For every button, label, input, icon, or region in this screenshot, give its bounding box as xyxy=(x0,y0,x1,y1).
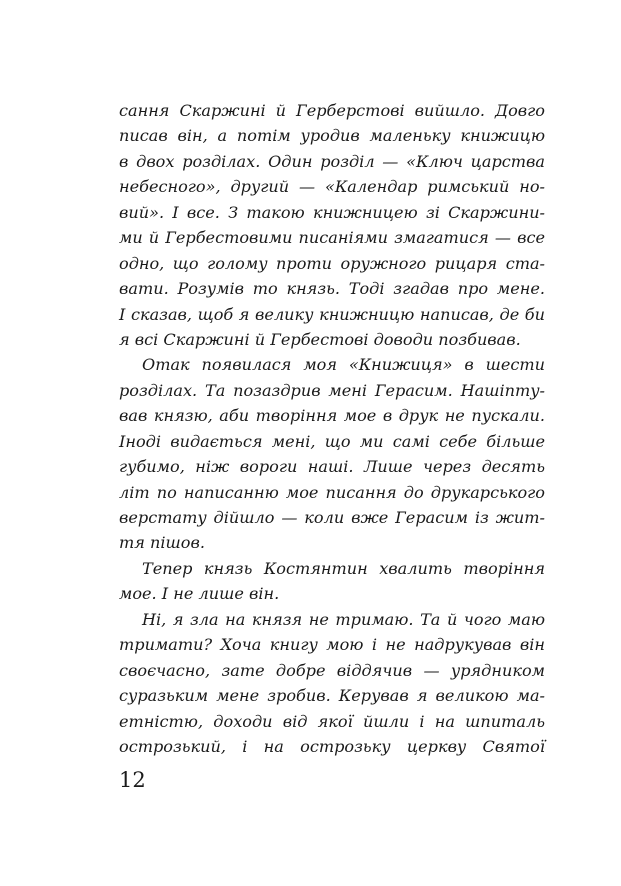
text-line: острозький, і на острозьку церкву Святої xyxy=(119,736,545,756)
text-line: сання Скаржині й Герберстові вийшло. Довго xyxy=(119,101,545,120)
text-line: своєчасно, зате добре віддячив — урядником xyxy=(119,660,545,680)
text-line: вий». І все. З такою книжницею зі Скаржини- xyxy=(119,202,545,222)
text-line: розділах. Та позаздрив мені Герасим. Нашіпту- xyxy=(119,380,545,400)
text-line: я всі Скаржині й Гербестові доводи позбивав. xyxy=(119,329,521,349)
text-line: вати. Розумів то князь. Тоді згадав про мене. xyxy=(119,279,545,299)
text-line: в двох розділах. Один розділ — «Ключ царства xyxy=(119,151,545,171)
text-line: одно, що голому проти оружного рицаря ста- xyxy=(119,253,545,273)
body-text xyxy=(119,98,545,759)
text-line: губимо, ніж вороги наші. Лише через десять xyxy=(119,457,545,477)
text-line: Отак появилася моя «Книжиця» в шести xyxy=(142,355,545,375)
text-line: небесного», другий — «Календар римський но- xyxy=(119,177,545,197)
text-line: Тепер князь Костянтин хвалить творіння xyxy=(142,558,545,578)
page-number: 12 xyxy=(119,768,146,792)
text-line: тримати? Хоча книгу мою і не надрукував він xyxy=(119,635,545,655)
text-line: суразьким мене зробив. Керував я великою ма- xyxy=(119,686,545,706)
text-line: вав князю, аби творіння мое в друк не пускали. xyxy=(119,406,545,426)
text-line: писав він, а потім уродив маленьку книжицю xyxy=(119,126,545,146)
text-line: літ по написанню мое писання до друкарського xyxy=(119,482,545,502)
text-line: ми й Гербестовими писаніями змагатися — все xyxy=(119,228,545,248)
text-line: верстату дійшло — коли вже Герасим із жит- xyxy=(119,508,545,527)
text-line: І сказав, щоб я велику книжницю написав, де би xyxy=(119,304,545,324)
text-line: етністю, доходи від якої йшли і на шпиталь xyxy=(119,711,545,731)
text-line: тя пішов. xyxy=(119,533,205,553)
text-line: Ні, я зла на князя не тримаю. Та й чого маю xyxy=(142,609,545,629)
text-line: мое. І не лише він. xyxy=(119,584,280,604)
text-line: Іноді видається мені, що ми самі себе більше xyxy=(119,431,545,451)
